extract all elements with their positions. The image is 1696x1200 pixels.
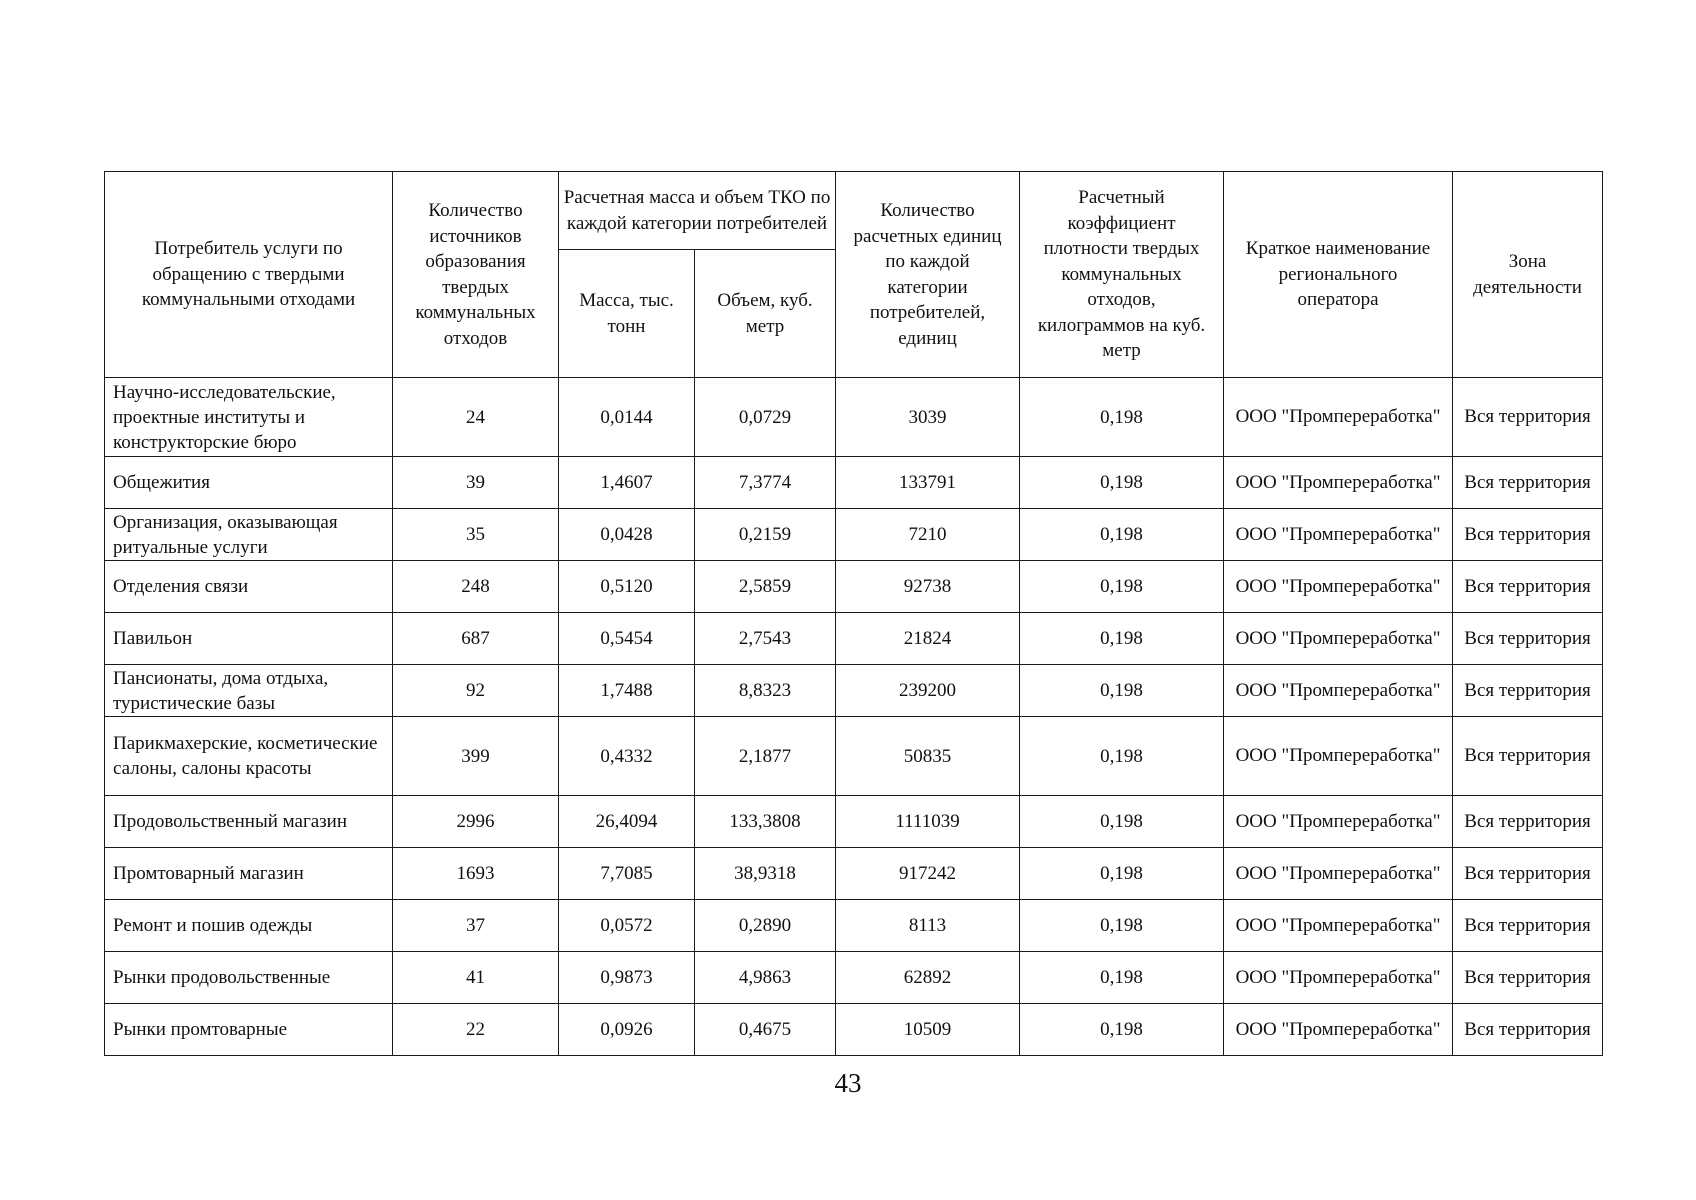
operator-cell: ООО "Промпереработка" [1224,1004,1453,1056]
header-zone: Зона деятельности [1453,172,1603,378]
volume-cell: 2,7543 [695,613,836,665]
document-page [104,171,1603,1056]
table-row [105,1004,1603,1056]
operator-cell: ООО "Промпереработка" [1224,900,1453,952]
volume-cell: 2,5859 [695,561,836,613]
volume-cell: 7,3774 [695,457,836,509]
units-cell: 8113 [836,900,1020,952]
density-cell: 0,198 [1020,1004,1224,1056]
zone-cell: Вся территория [1453,1004,1603,1056]
table-body [105,378,1603,1056]
table-row [105,952,1603,1004]
operator-cell: ООО "Промпереработка" [1224,561,1453,613]
consumer-name-cell: Парикмахерские, косметические салоны, салоны красоты [105,717,393,796]
density-cell: 0,198 [1020,900,1224,952]
volume-cell: 38,9318 [695,848,836,900]
consumer-name-cell: Пансионаты, дома отдыха, туристические базы [105,665,393,717]
zone-cell: Вся территория [1453,378,1603,457]
consumer-name-cell: Продовольственный магазин [105,796,393,848]
units-cell: 917242 [836,848,1020,900]
density-cell: 0,198 [1020,613,1224,665]
header-volume: Объем, куб. метр [695,250,836,378]
operator-cell: ООО "Промпереработка" [1224,509,1453,561]
units-cell: 3039 [836,378,1020,457]
zone-cell: Вся территория [1453,900,1603,952]
header-sources: Количество источников образования твердых коммунальных отходов [393,172,559,378]
density-cell: 0,198 [1020,378,1224,457]
zone-cell: Вся территория [1453,717,1603,796]
mass-cell: 0,0144 [559,378,695,457]
consumer-name-cell: Научно-исследовательские, проектные институты и конструкторские бюро [105,378,393,457]
consumer-name-cell: Отделения связи [105,561,393,613]
units-cell: 239200 [836,665,1020,717]
mass-cell: 0,0926 [559,1004,695,1056]
density-cell: 0,198 [1020,665,1224,717]
sources-cell: 687 [393,613,559,665]
operator-cell: ООО "Промпереработка" [1224,378,1453,457]
sources-cell: 35 [393,509,559,561]
density-cell: 0,198 [1020,796,1224,848]
density-cell: 0,198 [1020,509,1224,561]
sources-cell: 1693 [393,848,559,900]
operator-cell: ООО "Промпереработка" [1224,665,1453,717]
operator-cell: ООО "Промпереработка" [1224,613,1453,665]
volume-cell: 8,8323 [695,665,836,717]
header-mass: Масса, тыс. тонн [559,250,695,378]
zone-cell: Вся территория [1453,665,1603,717]
volume-cell: 0,2159 [695,509,836,561]
units-cell: 21824 [836,613,1020,665]
mass-cell: 0,0572 [559,900,695,952]
volume-cell: 133,3808 [695,796,836,848]
consumer-name-cell: Павильон [105,613,393,665]
units-cell: 62892 [836,952,1020,1004]
mass-cell: 0,5120 [559,561,695,613]
table-header [105,172,1603,378]
header-operator: Краткое наименование регионального оператора [1224,172,1453,378]
header-density: Расчетный коэффициент плотности твердых коммунальных отходов, килограммов на куб. метр [1020,172,1224,378]
table-row [105,717,1603,796]
zone-cell: Вся территория [1453,952,1603,1004]
operator-cell: ООО "Промпереработка" [1224,457,1453,509]
mass-cell: 26,4094 [559,796,695,848]
density-cell: 0,198 [1020,717,1224,796]
table-row [105,900,1603,952]
volume-cell: 0,0729 [695,378,836,457]
operator-cell: ООО "Промпереработка" [1224,952,1453,1004]
table-row [105,848,1603,900]
mass-cell: 1,7488 [559,665,695,717]
consumer-name-cell: Рынки продовольственные [105,952,393,1004]
table-row [105,796,1603,848]
consumer-name-cell: Промтоварный магазин [105,848,393,900]
mass-cell: 1,4607 [559,457,695,509]
sources-cell: 248 [393,561,559,613]
volume-cell: 4,9863 [695,952,836,1004]
header-consumer: Потребитель услуги по обращению с твердыми коммунальными отходами [105,172,393,378]
header-mass-volume-group: Расчетная масса и объем ТКО по каждой категории потребителей [559,172,836,250]
sources-cell: 37 [393,900,559,952]
volume-cell: 0,2890 [695,900,836,952]
volume-cell: 2,1877 [695,717,836,796]
waste-table [104,171,1603,1056]
operator-cell: ООО "Промпереработка" [1224,848,1453,900]
mass-cell: 0,9873 [559,952,695,1004]
sources-cell: 2996 [393,796,559,848]
density-cell: 0,198 [1020,457,1224,509]
units-cell: 92738 [836,561,1020,613]
consumer-name-cell: Организация, оказывающая ритуальные услуги [105,509,393,561]
operator-cell: ООО "Промпереработка" [1224,796,1453,848]
mass-cell: 0,4332 [559,717,695,796]
table-row [105,378,1603,457]
zone-cell: Вся территория [1453,613,1603,665]
mass-cell: 0,0428 [559,509,695,561]
zone-cell: Вся территория [1453,509,1603,561]
sources-cell: 41 [393,952,559,1004]
table-row [105,665,1603,717]
units-cell: 7210 [836,509,1020,561]
mass-cell: 7,7085 [559,848,695,900]
table-row [105,509,1603,561]
table-row [105,613,1603,665]
density-cell: 0,198 [1020,952,1224,1004]
consumer-name-cell: Рынки промтоварные [105,1004,393,1056]
consumer-name-cell: Общежития [105,457,393,509]
density-cell: 0,198 [1020,561,1224,613]
sources-cell: 399 [393,717,559,796]
operator-cell: ООО "Промпереработка" [1224,717,1453,796]
volume-cell: 0,4675 [695,1004,836,1056]
mass-cell: 0,5454 [559,613,695,665]
units-cell: 1111039 [836,796,1020,848]
sources-cell: 92 [393,665,559,717]
units-cell: 133791 [836,457,1020,509]
sources-cell: 24 [393,378,559,457]
zone-cell: Вся территория [1453,848,1603,900]
header-units: Количество расчетных единиц по каждой категории потребителей, единиц [836,172,1020,378]
page-number: 43 [834,1068,862,1098]
consumer-name-cell: Ремонт и пошив одежды [105,900,393,952]
sources-cell: 39 [393,457,559,509]
zone-cell: Вся территория [1453,561,1603,613]
table-row [105,457,1603,509]
zone-cell: Вся территория [1453,457,1603,509]
units-cell: 50835 [836,717,1020,796]
zone-cell: Вся территория [1453,796,1603,848]
units-cell: 10509 [836,1004,1020,1056]
table-row [105,561,1603,613]
density-cell: 0,198 [1020,848,1224,900]
sources-cell: 22 [393,1004,559,1056]
